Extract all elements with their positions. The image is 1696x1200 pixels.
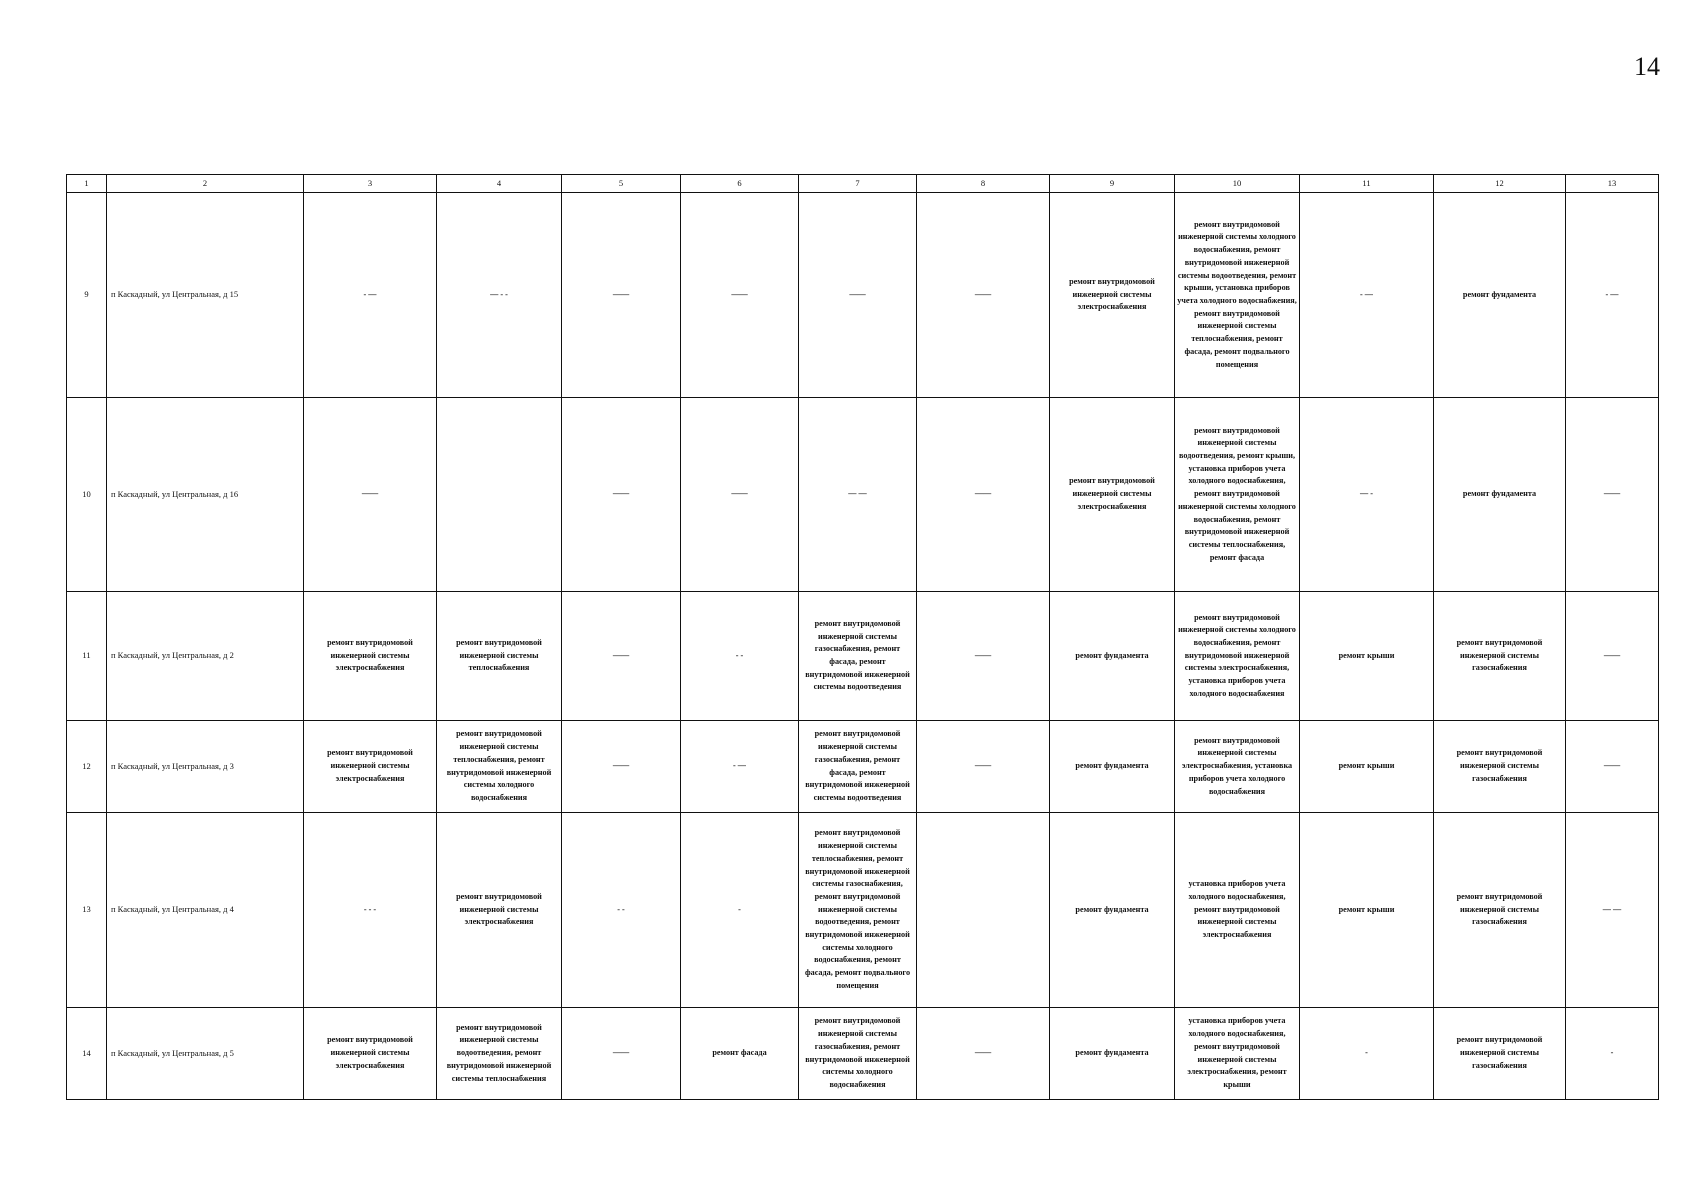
table-row <box>67 193 1659 398</box>
cell: ремонт внутридомовой инженерной системы теплоснабжения, ремонт внутридомовой инженерной системы холодного водоснабжения <box>437 721 562 813</box>
cell: ремонт внутридомовой инженерной системы электроснабжения <box>1050 398 1175 592</box>
cell: ремонт внутридомовой инженерной системы теплоснабжения, ремонт внутридомовой инженерной системы газоснабжения, ремонт внутридомовой инженерной системы водоотведения, ремонт внутридомовой инженерной системы холодного водоснабжения, ремонт фасада, ремонт подвального помещения <box>799 813 917 1008</box>
cell: —— <box>799 193 917 398</box>
cell: ремонт внутридомовой инженерной системы холодного водоснабжения, ремонт внутридомовой инженерной системы электроснабжения, установка приборов учета холодного водоснабжения <box>1175 592 1300 721</box>
cell: —— <box>917 592 1050 721</box>
cell: ремонт фундамента <box>1050 1008 1175 1100</box>
cell: ремонт внутридомовой инженерной системы электроснабжения <box>304 592 437 721</box>
cell: ремонт внутридомовой инженерной системы газоснабжения <box>1434 813 1566 1008</box>
cell: —— <box>917 721 1050 813</box>
row-number: 10 <box>67 398 107 592</box>
repair-schedule-table <box>66 174 1659 1100</box>
row-address: п Каскадный, ул Центральная, д 16 <box>107 398 304 592</box>
cell: - <box>1300 1008 1434 1100</box>
cell: ремонт внутридомовой инженерной системы электроснабжения <box>437 813 562 1008</box>
table-row <box>67 592 1659 721</box>
page-number: 14 <box>1634 52 1660 81</box>
column-header: 4 <box>437 175 562 193</box>
column-header: 8 <box>917 175 1050 193</box>
cell: —— <box>562 193 681 398</box>
cell <box>437 398 562 592</box>
cell: ремонт внутридомовой инженерной системы газоснабжения, ремонт фасада, ремонт внутридомовой инженерной системы водоотведения <box>799 592 917 721</box>
cell: —— <box>681 398 799 592</box>
row-address: п Каскадный, ул Центральная, д 5 <box>107 1008 304 1100</box>
cell: - <box>1566 1008 1659 1100</box>
cell: ремонт фундамента <box>1050 721 1175 813</box>
cell: —— <box>917 398 1050 592</box>
cell: —— <box>681 193 799 398</box>
column-header: 7 <box>799 175 917 193</box>
cell: — - - <box>437 193 562 398</box>
cell: - - - <box>304 813 437 1008</box>
column-header: 3 <box>304 175 437 193</box>
cell: ремонт фундамента <box>1434 398 1566 592</box>
cell: —— <box>562 1008 681 1100</box>
row-address: п Каскадный, ул Центральная, д 15 <box>107 193 304 398</box>
cell: ремонт внутридомовой инженерной системы теплоснабжения <box>437 592 562 721</box>
cell: ремонт внутридомовой инженерной системы электроснабжения <box>1050 193 1175 398</box>
row-number: 9 <box>67 193 107 398</box>
cell: ремонт внутридомовой инженерной системы электроснабжения, установка приборов учета холодного водоснабжения <box>1175 721 1300 813</box>
cell: ремонт внутридомовой инженерной системы газоснабжения <box>1434 1008 1566 1100</box>
cell: —— <box>1566 398 1659 592</box>
cell: —— <box>1566 721 1659 813</box>
column-header: 11 <box>1300 175 1434 193</box>
table-row <box>67 1008 1659 1100</box>
cell: ремонт фундамента <box>1050 592 1175 721</box>
cell: ремонт крыши <box>1300 721 1434 813</box>
cell: —— <box>562 721 681 813</box>
cell: - <box>681 813 799 1008</box>
cell: ремонт внутридомовой инженерной системы электроснабжения <box>304 721 437 813</box>
cell: —— <box>562 592 681 721</box>
column-header: 6 <box>681 175 799 193</box>
table-row <box>67 721 1659 813</box>
cell: ремонт фундамента <box>1050 813 1175 1008</box>
cell: ремонт крыши <box>1300 813 1434 1008</box>
cell: —— <box>917 193 1050 398</box>
cell: - — <box>681 721 799 813</box>
cell: - — <box>1566 193 1659 398</box>
cell: —— <box>562 398 681 592</box>
row-number: 14 <box>67 1008 107 1100</box>
cell: — — <box>1566 813 1659 1008</box>
cell: - — <box>1300 193 1434 398</box>
table-row <box>67 398 1659 592</box>
column-header: 10 <box>1175 175 1300 193</box>
cell: ремонт внутридомовой инженерной системы газоснабжения, ремонт внутридомовой инженерной системы холодного водоснабжения <box>799 1008 917 1100</box>
column-header: 13 <box>1566 175 1659 193</box>
cell: - — <box>304 193 437 398</box>
row-address: п Каскадный, ул Центральная, д 3 <box>107 721 304 813</box>
cell: установка приборов учета холодного водоснабжения, ремонт внутридомовой инженерной системы электроснабжения, ремонт крыши <box>1175 1008 1300 1100</box>
cell: — - <box>1300 398 1434 592</box>
cell: —— <box>917 1008 1050 1100</box>
cell: ремонт внутридомовой инженерной системы газоснабжения, ремонт фасада, ремонт внутридомовой инженерной системы водоотведения <box>799 721 917 813</box>
column-header: 2 <box>107 175 304 193</box>
cell: —— <box>304 398 437 592</box>
cell: ремонт внутридомовой инженерной системы электроснабжения <box>304 1008 437 1100</box>
cell: ремонт внутридомовой инженерной системы газоснабжения <box>1434 592 1566 721</box>
table-row <box>67 813 1659 1008</box>
cell: — — <box>799 398 917 592</box>
cell: ремонт внутридомовой инженерной системы водоотведения, ремонт внутридомовой инженерной системы теплоснабжения <box>437 1008 562 1100</box>
row-number: 12 <box>67 721 107 813</box>
cell: - - <box>562 813 681 1008</box>
cell: установка приборов учета холодного водоснабжения, ремонт внутридомовой инженерной системы электроснабжения <box>1175 813 1300 1008</box>
column-header: 9 <box>1050 175 1175 193</box>
column-header: 12 <box>1434 175 1566 193</box>
cell <box>917 813 1050 1008</box>
cell: —— <box>1566 592 1659 721</box>
row-number: 11 <box>67 592 107 721</box>
cell: ремонт внутридомовой инженерной системы водоотведения, ремонт крыши, установка приборов учета холодного водоснабжения, ремонт внутридомовой инженерной системы холодного водоснабжения, ремонт внутридомовой инженерной системы теплоснабжения, ремонт фасада <box>1175 398 1300 592</box>
row-address: п Каскадный, ул Центральная, д 4 <box>107 813 304 1008</box>
row-number: 13 <box>67 813 107 1008</box>
column-header: 1 <box>67 175 107 193</box>
cell: ремонт внутридомовой инженерной системы газоснабжения <box>1434 721 1566 813</box>
row-address: п Каскадный, ул Центральная, д 2 <box>107 592 304 721</box>
cell: ремонт фасада <box>681 1008 799 1100</box>
cell: ремонт внутридомовой инженерной системы холодного водоснабжения, ремонт внутридомовой инженерной системы водоотведения, ремонт крыши, установка приборов учета холодного водоснабжения, ремонт внутридомовой инженерной системы теплоснабжения, ремонт фасада, ремонт подвального помещения <box>1175 193 1300 398</box>
cell: ремонт крыши <box>1300 592 1434 721</box>
column-number-row <box>67 175 1659 193</box>
cell: ремонт фундамента <box>1434 193 1566 398</box>
cell: - - <box>681 592 799 721</box>
column-header: 5 <box>562 175 681 193</box>
